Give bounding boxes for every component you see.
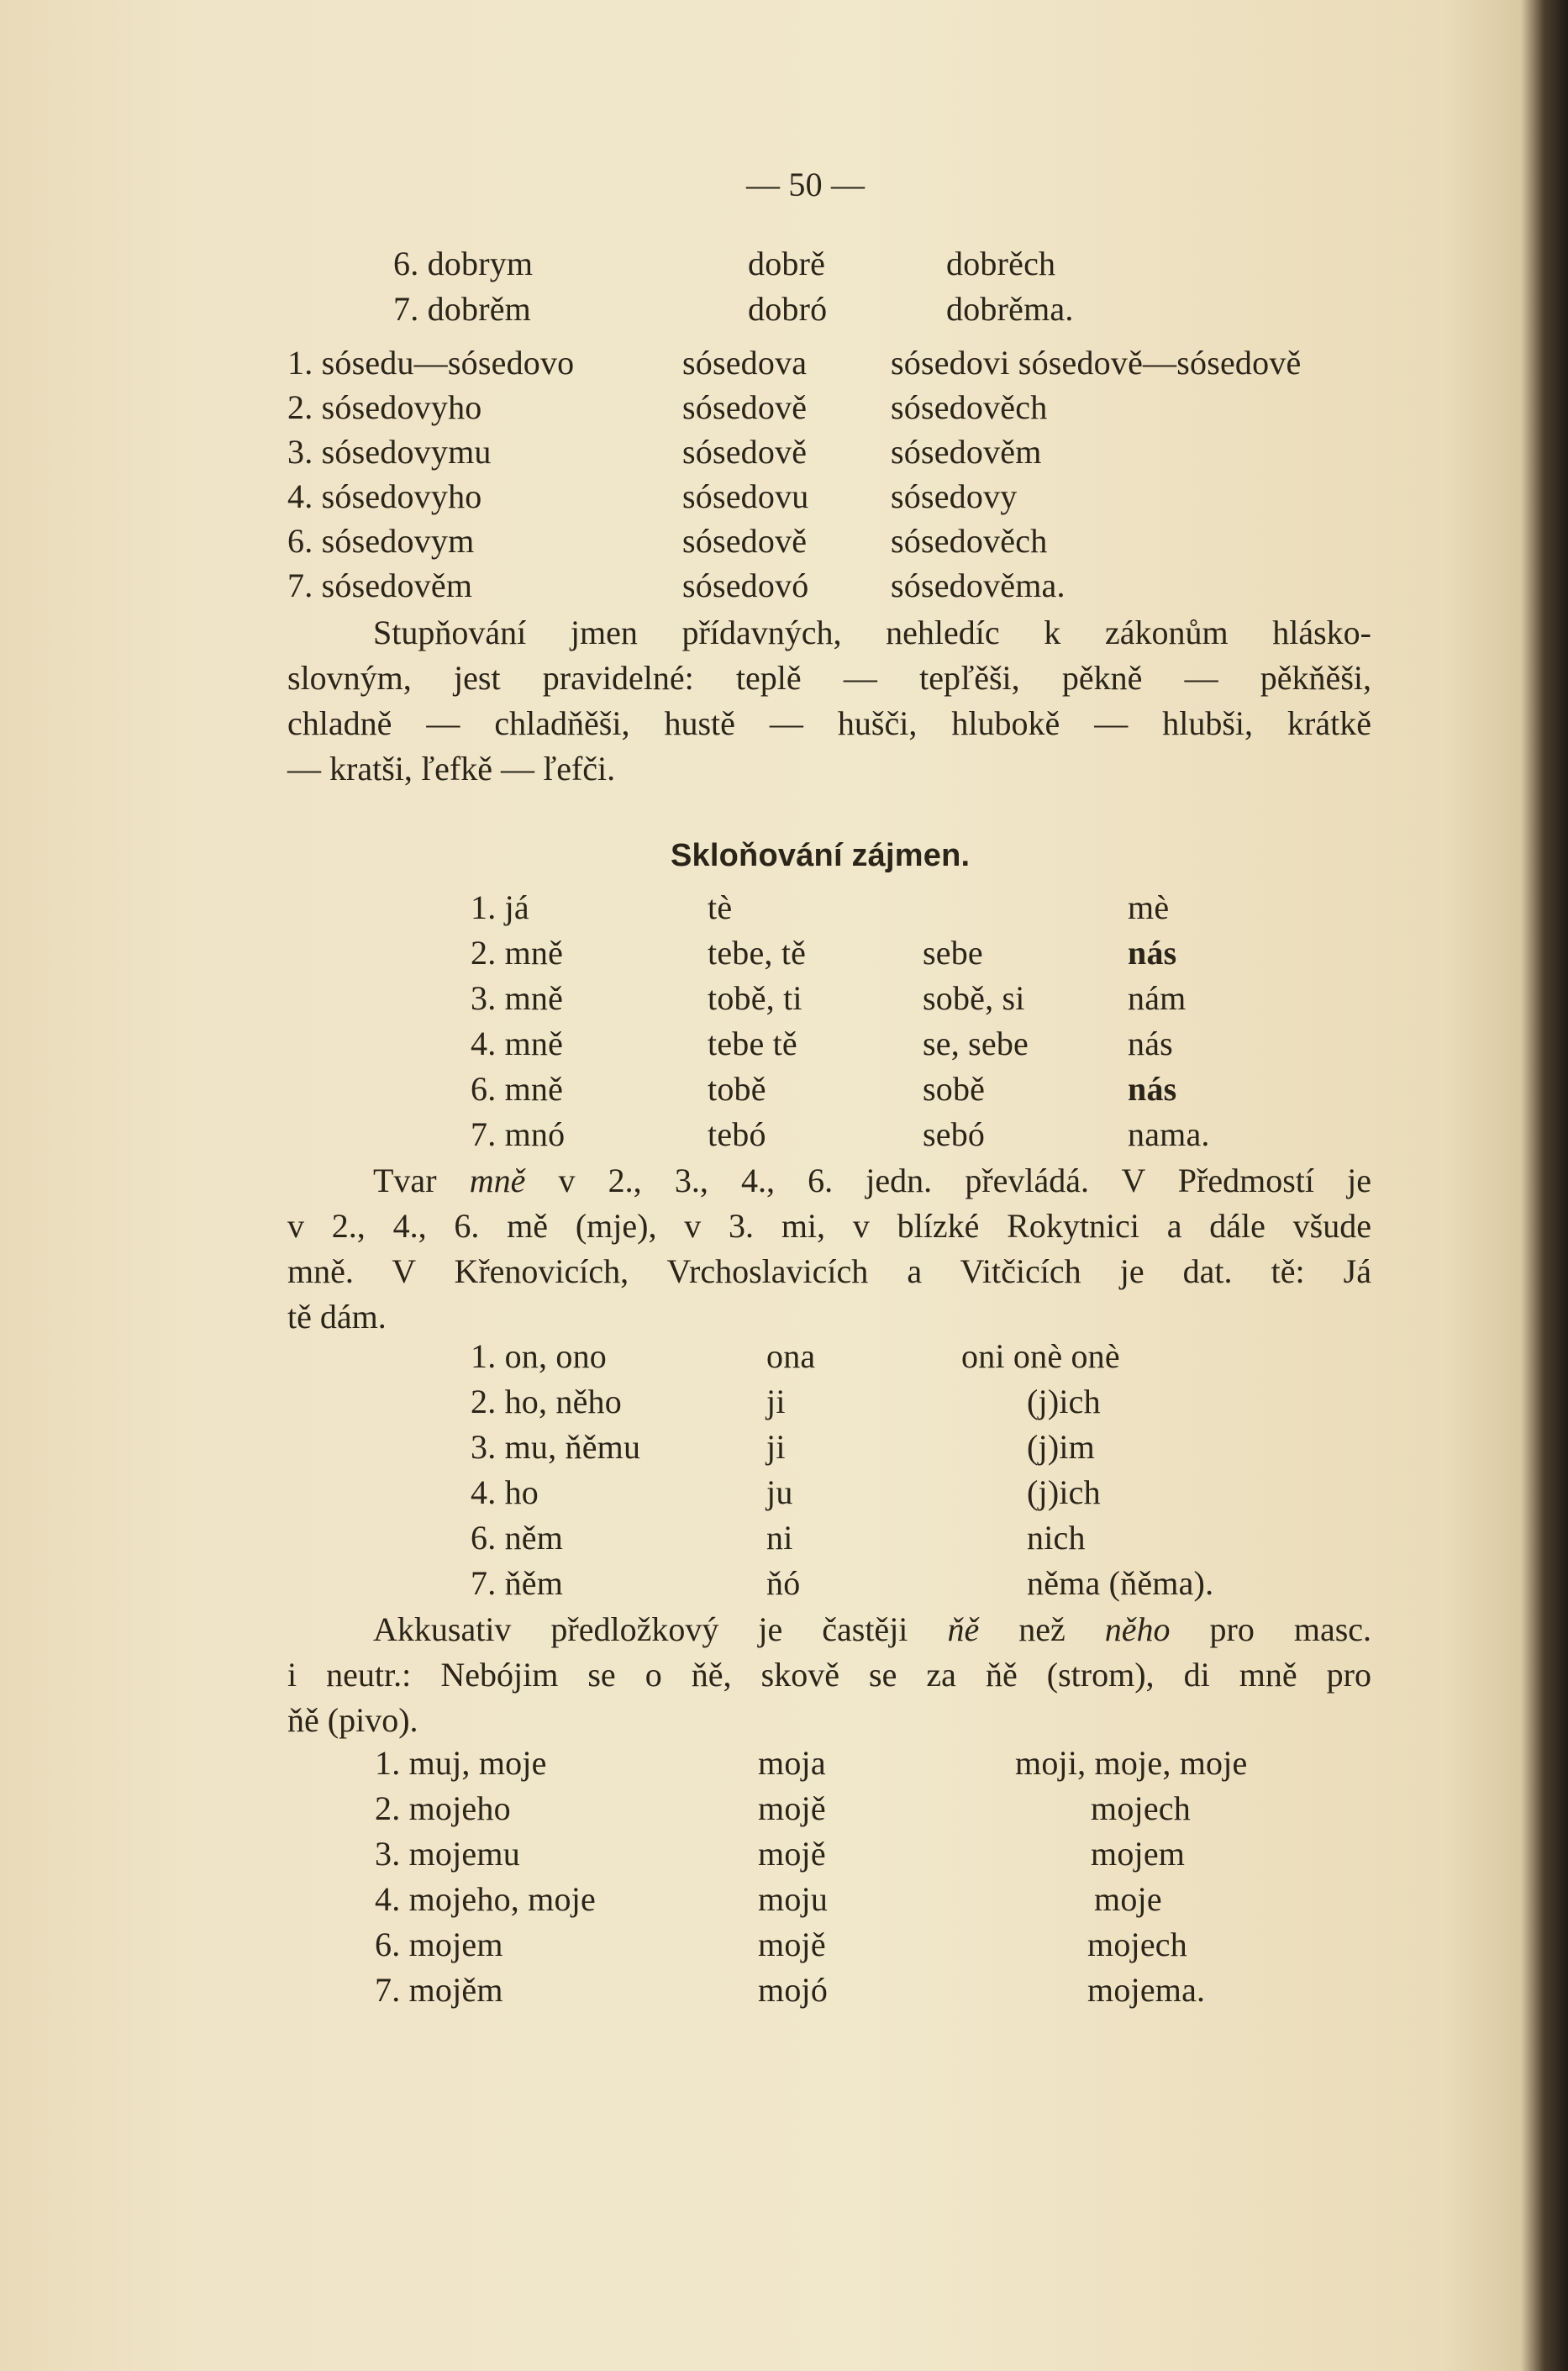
table-cell: sósedově	[682, 388, 808, 426]
table-cell: mojech	[1091, 1789, 1191, 1827]
table-cell: nás	[1128, 934, 1177, 972]
text-line: chladně — chladňěši, hustě — hušči, hlubokě — hlubši, krátkě	[287, 704, 1371, 742]
table-cell: 6. něm	[471, 1519, 564, 1557]
text-line: i neutr.: Nebójim se o ňě, skově se za ňě (strom), di mně pro	[287, 1656, 1371, 1694]
table-cell: mojem	[1091, 1835, 1186, 1873]
table-cell: sósedově	[682, 522, 808, 560]
table-cell: tobě	[708, 1070, 766, 1108]
table-cell: mojě	[758, 1835, 826, 1873]
table-cell: 4. sósedovyho	[287, 477, 482, 515]
text-line	[287, 1158, 1371, 1204]
table-cell: mojě	[758, 1789, 826, 1827]
table-cell: ona	[766, 1337, 816, 1375]
table-cell: 4. ho	[471, 1473, 539, 1511]
table-cell: sósedova	[682, 344, 808, 382]
table-cell: 2. mojeho	[375, 1789, 511, 1827]
table-cell: 1. já	[471, 888, 529, 926]
table-cell: mojó	[758, 1971, 829, 2009]
table-cell: moji, moje, moje	[1015, 1744, 1248, 1782]
table-cell: 7. sósedověm	[287, 566, 473, 604]
text-line: mně. V Křenovicích, Vrchoslavicích a Vitčicích je dat. tě: Já	[287, 1252, 1371, 1290]
table-cell: dobró	[748, 290, 828, 328]
table-cell: mè	[1128, 888, 1170, 926]
text-line: tě dám.	[287, 1298, 387, 1336]
table-cell: 6. sósedovym	[287, 522, 475, 560]
text-line: Stupňování jmen přídavných, nehledíc k zákonům hlásko-	[373, 614, 1371, 651]
table-cell: dobrěch	[946, 245, 1056, 282]
table-cell: se, sebe	[923, 1025, 1029, 1062]
table-cell: (j)im	[1027, 1428, 1095, 1466]
page-number: — 50 —	[746, 166, 866, 203]
table-cell: sósedově	[682, 433, 808, 471]
table-cell: tebó	[708, 1115, 766, 1153]
table-cell: sósedovu	[682, 477, 809, 515]
table-cell: 1. sósedu—sósedovo	[287, 344, 575, 382]
text-fragment-italic: něho	[1104, 1610, 1171, 1648]
table-cell: dobrě	[748, 245, 826, 282]
text-line: ňě (pivo).	[287, 1701, 418, 1739]
table-cell: nám	[1128, 979, 1187, 1017]
table-cell: oni onè onè	[961, 1337, 1120, 1375]
table-cell: 6. dobrym	[393, 245, 534, 282]
table-cell: (j)ich	[1027, 1383, 1101, 1420]
text-line: — kratši, ľefkě — ľefči.	[287, 750, 616, 788]
table-cell: sósedovó	[682, 566, 809, 604]
table-cell: mojema.	[1087, 1971, 1206, 2009]
paragraph	[287, 1607, 1371, 1743]
table-cell: 7. mnó	[471, 1115, 566, 1153]
table-cell: nama.	[1128, 1115, 1210, 1153]
text-fragment: než	[1018, 1610, 1066, 1648]
text-fragment: Akkusativ předložkový je častěji	[373, 1610, 908, 1648]
table-cell: 2. mně	[471, 934, 564, 972]
table-cell: sebe	[923, 934, 983, 972]
table-cell: 1. on, ono	[471, 1337, 607, 1375]
table-cell: (j)ich	[1027, 1473, 1101, 1511]
text-fragment: v 2., 3., 4., 6. jedn. převládá. V Předmostí je	[558, 1162, 1372, 1199]
table-cell: 7. mojěm	[375, 1971, 503, 2009]
table-cell: nás	[1128, 1070, 1177, 1108]
table-cell: ji	[766, 1428, 786, 1466]
table-cell: 3. mu, ňěmu	[471, 1428, 641, 1466]
table-cell: 4. mojeho, moje	[375, 1880, 596, 1918]
table-cell: tobě, ti	[708, 979, 802, 1017]
text-line: slovným, jest pravidelné: teplě — tepľěši, pěkně — pěkňěši,	[287, 659, 1371, 697]
table-cell: nás	[1128, 1025, 1173, 1062]
table-cell: 3. sósedovymu	[287, 433, 492, 471]
table-cell: sósedověma.	[891, 566, 1066, 604]
table-cell: ni	[766, 1519, 793, 1557]
table-cell: něma (ňěma).	[1027, 1564, 1214, 1602]
table-cell: mojech	[1087, 1926, 1187, 1963]
table-cell: tè	[708, 888, 733, 926]
table-cell: 4. mně	[471, 1025, 564, 1062]
text-line	[287, 1607, 1371, 1652]
table-cell: sósedovy	[891, 477, 1018, 515]
table-cell: sósedověm	[891, 433, 1042, 471]
table-cell: ji	[766, 1383, 786, 1420]
table-cell: 7. dobrěm	[393, 290, 531, 328]
table-cell: sobě	[923, 1070, 986, 1108]
table-cell: sebó	[923, 1115, 986, 1153]
table-cell: dobrěma.	[946, 290, 1074, 328]
table-cell: sósedověch	[891, 522, 1048, 560]
table-cell: 1. muj, moje	[375, 1744, 547, 1782]
paragraph	[287, 610, 1371, 792]
table-cell: 3. mně	[471, 979, 564, 1017]
table-cell: 6. mně	[471, 1070, 564, 1108]
section-heading: Skloňování zájmen.	[671, 838, 971, 873]
text-fragment-italic: mně	[469, 1162, 526, 1199]
text-fragment: pro masc.	[1209, 1610, 1372, 1648]
text-fragment-italic: ňě	[947, 1610, 980, 1648]
table-cell: 6. mojem	[375, 1926, 503, 1963]
table-cell: tebe tě	[708, 1025, 797, 1062]
text-line: v 2., 4., 6. mě (mje), v 3. mi, v blízké Rokytnici a dále všude	[287, 1207, 1371, 1245]
table-cell: mojě	[758, 1926, 826, 1963]
table-cell: sósedovi sósedově—sósedově	[891, 344, 1302, 382]
table-cell: 2. ho, něho	[471, 1383, 622, 1420]
table-cell: ju	[766, 1473, 793, 1511]
table-cell: moje	[1094, 1880, 1162, 1918]
table-cell: moju	[758, 1880, 829, 1918]
table-cell: sósedověch	[891, 388, 1048, 426]
table-cell: tebe, tě	[708, 934, 807, 972]
table-cell: 2. sósedovyho	[287, 388, 482, 426]
table-cell: ňó	[766, 1564, 801, 1602]
paragraph	[287, 1158, 1371, 1340]
table-cell: 3. mojemu	[375, 1835, 520, 1873]
table-cell: moja	[758, 1744, 826, 1782]
table-cell: 7. ňěm	[471, 1564, 564, 1602]
table-cell: nich	[1027, 1519, 1086, 1557]
table-cell: sobě, si	[923, 979, 1025, 1017]
text-fragment: Tvar	[373, 1162, 437, 1199]
